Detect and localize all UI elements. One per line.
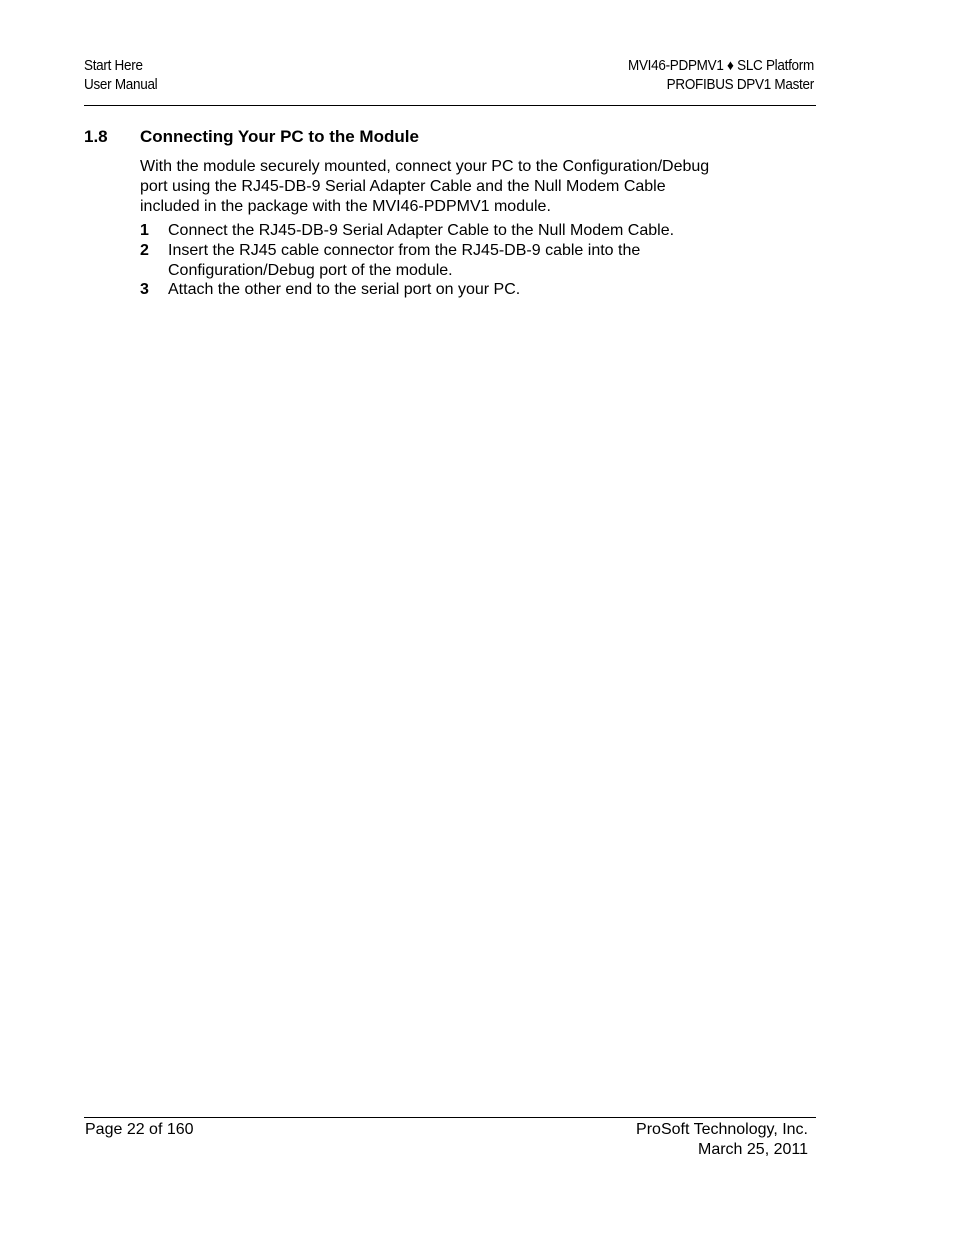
step-text: Attach the other end to the serial port on your PC.	[168, 281, 521, 299]
header-right	[628, 57, 814, 95]
section-number: 1.8	[84, 127, 108, 146]
steps-list	[140, 221, 800, 300]
footer-right	[636, 1120, 808, 1159]
step-text: Connect the RJ45-DB-9 Serial Adapter Cable to the Null Modem Cable.	[168, 222, 675, 239]
section-title: Connecting Your PC to the Module	[140, 127, 419, 146]
step-text: Insert the RJ45 cable connector from the RJ45-DB-9 cable into the	[168, 241, 641, 259]
intro-line: With the module securely mounted, connect your PC to the Configuration/Debug	[140, 158, 710, 175]
page-number: Page 22 of 160	[85, 1121, 194, 1138]
footer-date: March 25, 2011	[698, 1140, 808, 1158]
intro-line: included in the package with the MVI46-PDPMV1 module.	[140, 197, 551, 215]
header-product: MVI46-PDPMV1 ♦ SLC Platform	[628, 58, 814, 74]
footer-company: ProSoft Technology, Inc.	[636, 1121, 808, 1138]
list-item	[140, 221, 800, 241]
header-chapter: Start Here	[84, 58, 143, 74]
step-number: 1	[140, 222, 149, 239]
step-text: Configuration/Debug port of the module.	[168, 261, 453, 279]
header-left	[84, 57, 157, 95]
intro-paragraph	[140, 157, 780, 216]
step-number: 2	[140, 241, 149, 259]
header-doc-type: User Manual	[84, 77, 158, 93]
step-number: 3	[140, 281, 149, 299]
section-heading	[84, 126, 419, 148]
header-product-subtitle: PROFIBUS DPV1 Master	[666, 77, 814, 93]
list-item	[140, 280, 800, 300]
list-item	[140, 241, 800, 281]
intro-line: port using the RJ45-DB-9 Serial Adapter Cable and the Null Modem Cable	[140, 177, 666, 195]
page-header	[84, 57, 816, 106]
page-footer	[84, 1117, 816, 1158]
